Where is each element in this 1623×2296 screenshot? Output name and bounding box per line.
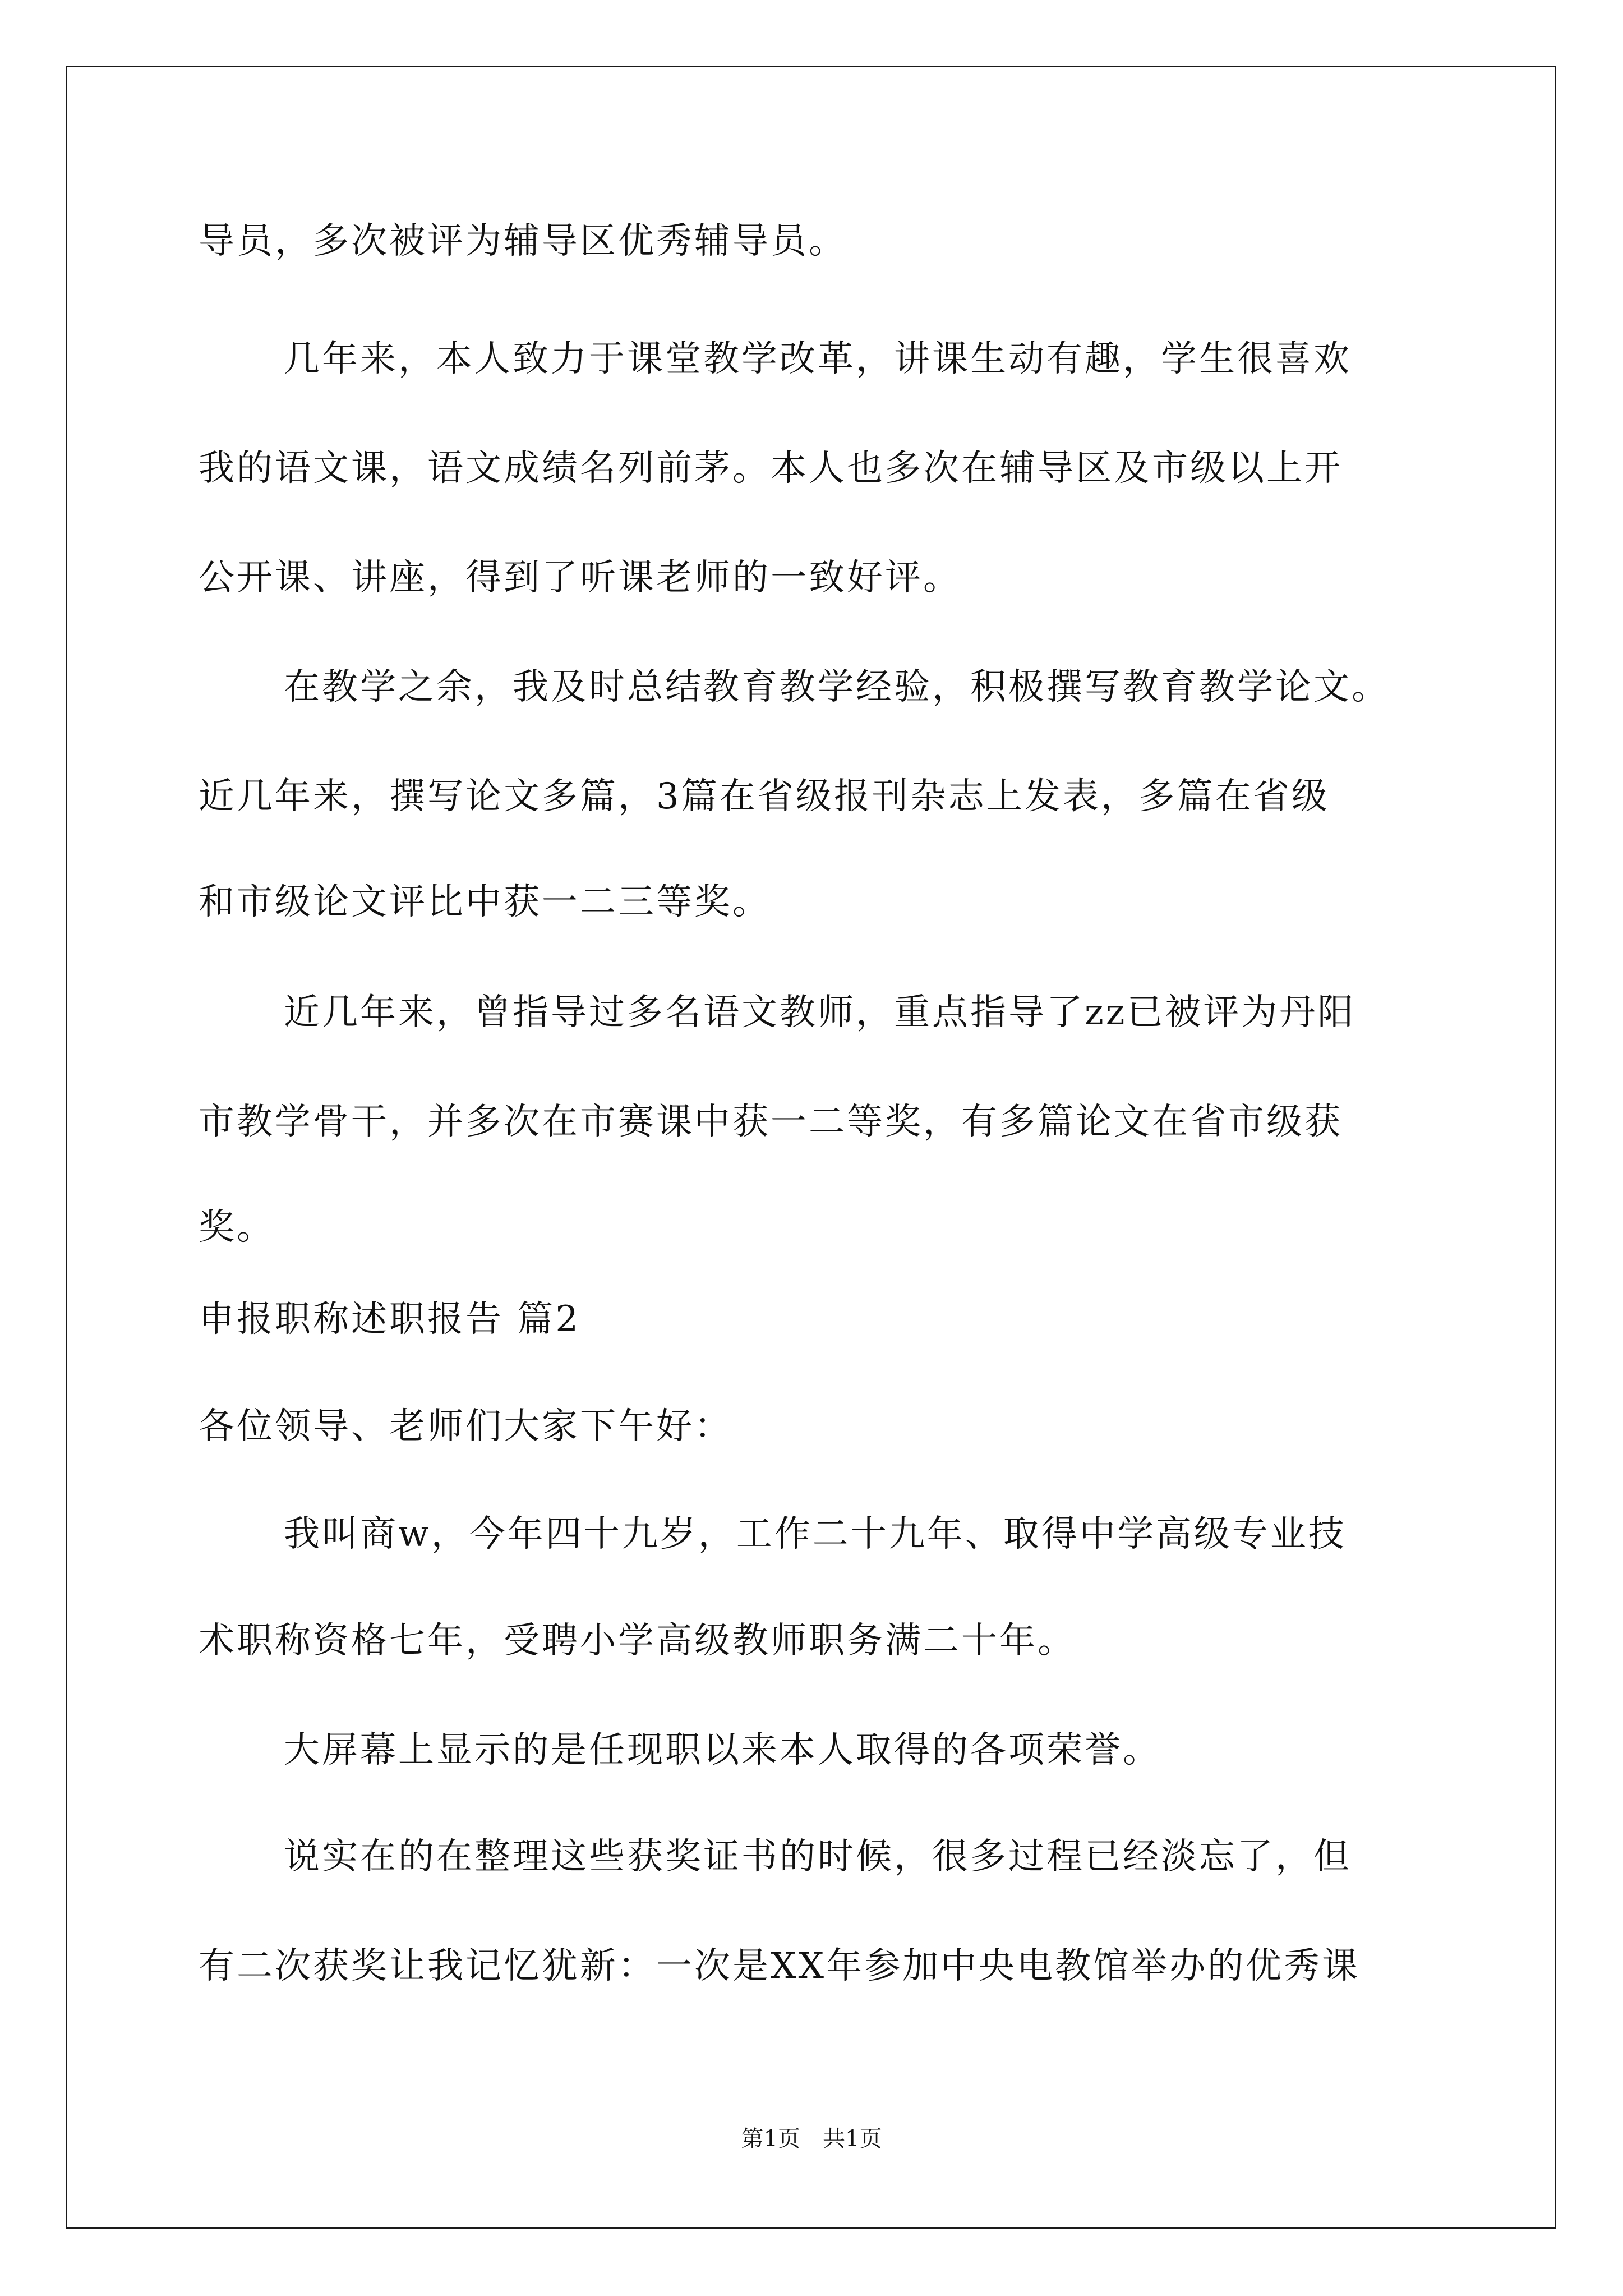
text-line: 有二次获奖让我记忆犹新：一次是XX年参加中央电教馆举办的优秀课 bbox=[199, 1945, 1361, 1987]
text-line: 我的语文课，语文成绩名列前茅。本人也多次在辅导区及市级以上开 bbox=[199, 448, 1343, 489]
text-line: 近几年来，曾指导过多名语文教师，重点指导了zz已被评为丹阳 bbox=[284, 992, 1356, 1033]
text-line: 奖。 bbox=[199, 1207, 275, 1248]
text-line: 几年来，本人致力于课堂教学改革，讲课生动有趣，学生很喜欢 bbox=[284, 338, 1352, 380]
page-border bbox=[66, 66, 1556, 2229]
text-line: 和市级论文评比中获一二三等奖。 bbox=[199, 881, 771, 923]
text-line: 近几年来，撰写论文多篇，3篇在省级报刊杂志上发表，多篇在省级 bbox=[199, 776, 1330, 817]
text-line: 市教学骨干，并多次在市赛课中获一二等奖，有多篇论文在省市级获 bbox=[199, 1101, 1343, 1143]
page-footer: 第1页 共1页 bbox=[741, 2126, 882, 2152]
text-line: 公开课、讲座，得到了听课老师的一致好评。 bbox=[199, 557, 961, 599]
text-line: 大屏幕上显示的是任现职以来本人取得的各项荣誉。 bbox=[284, 1729, 1161, 1771]
section-heading: 申报职称述职报告 篇2 bbox=[199, 1299, 581, 1340]
text-line: 我叫商w，今年四十九岁，工作二十九年、取得中学高级专业技 bbox=[284, 1513, 1347, 1555]
text-line: 各位领导、老师们大家下午好： bbox=[199, 1406, 732, 1447]
text-line: 说实在的在整理这些获奖证书的时候，很多过程已经淡忘了，但 bbox=[284, 1836, 1352, 1878]
text-line: 在教学之余，我及时总结教育教学经验，积极撰写教育教学论文。 bbox=[284, 666, 1390, 708]
text-line: 术职称资格七年，受聘小学高级教师职务满二十年。 bbox=[199, 1620, 1076, 1662]
text-line: 导员，多次被评为辅导区优秀辅导员。 bbox=[199, 220, 847, 262]
